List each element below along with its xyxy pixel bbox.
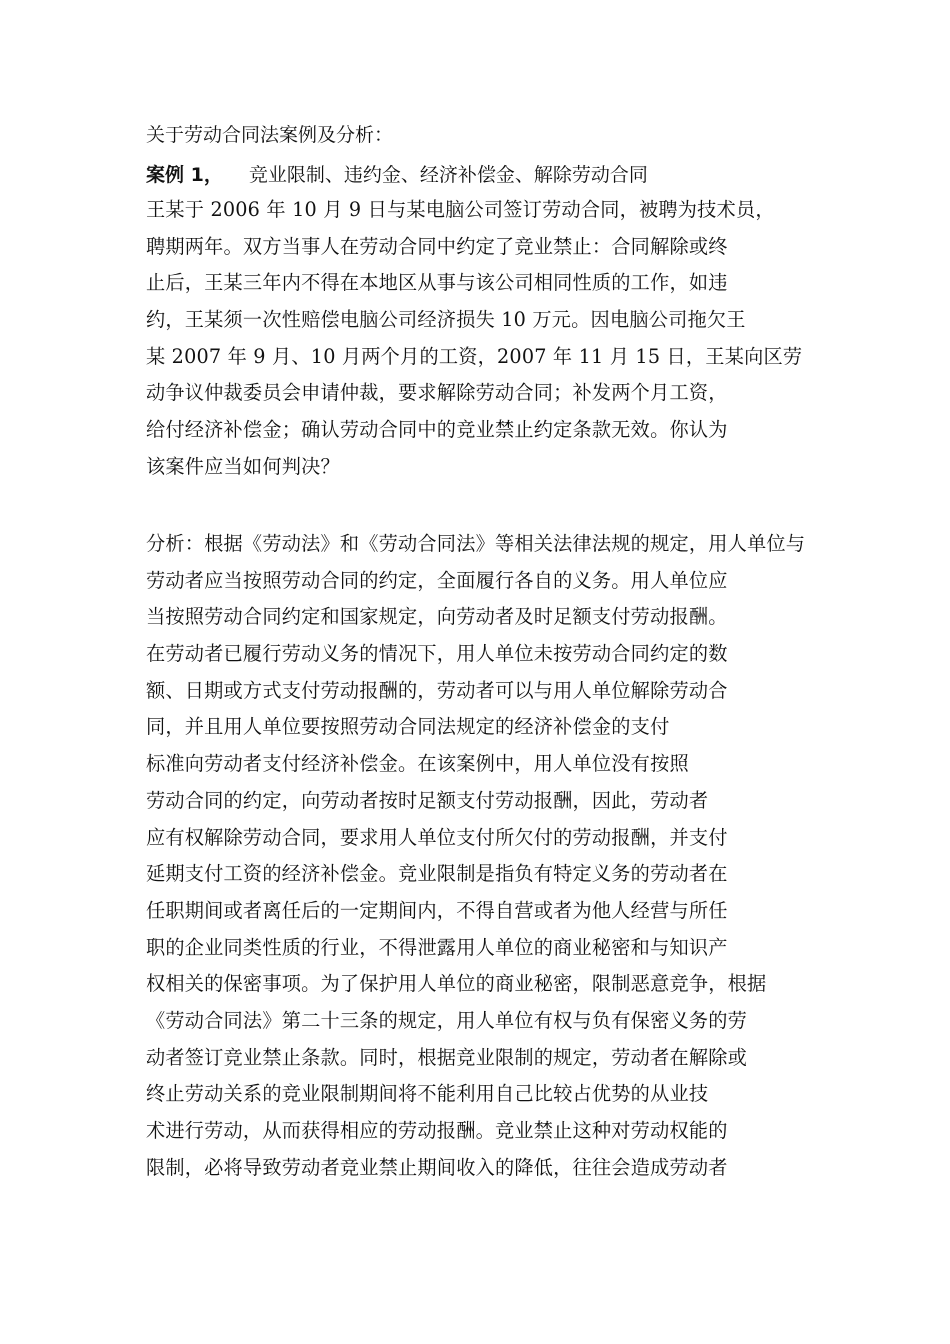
analysis-line: 权相关的保密事项。为了保护用人单位的商业秘密，限制恶意竞争，根据: [146, 972, 767, 996]
case-line: 某 2007 年 9 月、10 月两个月的工资，2007 年 11 月 15 日，王某向区劳: [146, 344, 803, 368]
document-title: 关于劳动合同法案例及分析：: [146, 124, 394, 146]
case-line: 动争议仲裁委员会申请仲裁，要求解除劳动合同；补发两个月工资，: [146, 381, 728, 405]
case-heading: [146, 159, 648, 191]
analysis-line: 延期支付工资的经济补偿金。竞业限制是指负有特定义务的劳动者在: [146, 862, 728, 886]
case-line: 止后，王某三年内不得在本地区从事与该公司相同性质的工作，如违: [146, 271, 728, 295]
case-line: 该案件应当如何判决？: [146, 454, 340, 478]
analysis-line: 《劳动合同法》第二十三条的规定，用人单位有权与负有保密义务的劳: [146, 1008, 748, 1032]
case-line: 约，王某须一次性赔偿电脑公司经济损失 10 万元。因电脑公司拖欠王: [146, 308, 746, 332]
analysis-line: 术进行劳动，从而获得相应的劳动报酬。竞业禁止这种对劳动权能的: [146, 1119, 728, 1142]
analysis-line: 分析：根据《劳动法》和《劳动合同法》等相关法律法规的规定，用人单位与: [146, 532, 806, 555]
analysis-section: [146, 526, 826, 1186]
analysis-line: 在劳动者已履行劳动义务的情况下，用人单位未按劳动合同约定的数: [146, 642, 728, 666]
analysis-line: 终止劳动关系的竞业限制期间将不能利用自己比较占优势的从业技: [146, 1082, 709, 1106]
analysis-line: 当按照劳动合同约定和国家规定，向劳动者及时足额支付劳动报酬。: [146, 605, 728, 629]
analysis-line: 应有权解除劳动合同，要求用人单位支付所欠付的劳动报酬，并支付: [146, 825, 728, 849]
case-description: [146, 192, 826, 486]
analysis-line: 限制，必将导致劳动者竞业禁止期间收入的降低，往往会造成劳动者: [146, 1155, 728, 1179]
case-topics: 竞业限制、违约金、经济补偿金、解除劳动合同: [248, 164, 648, 186]
analysis-line: 职的企业同类性质的行业，不得泄露用人单位的商业秘密和与知识产: [146, 935, 728, 959]
analysis-line: 劳动者应当按照劳动合同的约定，全面履行各自的义务。用人单位应: [146, 568, 728, 592]
case-line: 给付经济补偿金；确认劳动合同中的竞业禁止约定条款无效。你认为: [146, 418, 728, 442]
analysis-line: 劳动合同的约定，向劳动者按时足额支付劳动报酬，因此，劳动者: [146, 788, 709, 812]
analysis-line: 标准向劳动者支付经济补偿金。在该案例中，用人单位没有按照: [146, 752, 689, 776]
case-line: 聘期两年。双方当事人在劳动合同中约定了竞业禁止：合同解除或终: [146, 234, 728, 258]
analysis-line: 额、日期或方式支付劳动报酬的，劳动者可以与用人单位解除劳动合: [146, 678, 728, 702]
analysis-line: 任职期间或者离任后的一定期间内，不得自营或者为他人经营与所任: [146, 898, 728, 922]
case-label: 案例 1，: [146, 164, 223, 186]
analysis-line: 同，并且用人单位要按照劳动合同法规定的经济补偿金的支付: [146, 715, 670, 739]
case-line: 王某于 2006 年 10 月 9 日与某电脑公司签订劳动合同，被聘为技术员，: [146, 198, 775, 221]
analysis-line: 动者签订竞业禁止条款。同时，根据竞业限制的规定，劳动者在解除或: [146, 1045, 748, 1069]
